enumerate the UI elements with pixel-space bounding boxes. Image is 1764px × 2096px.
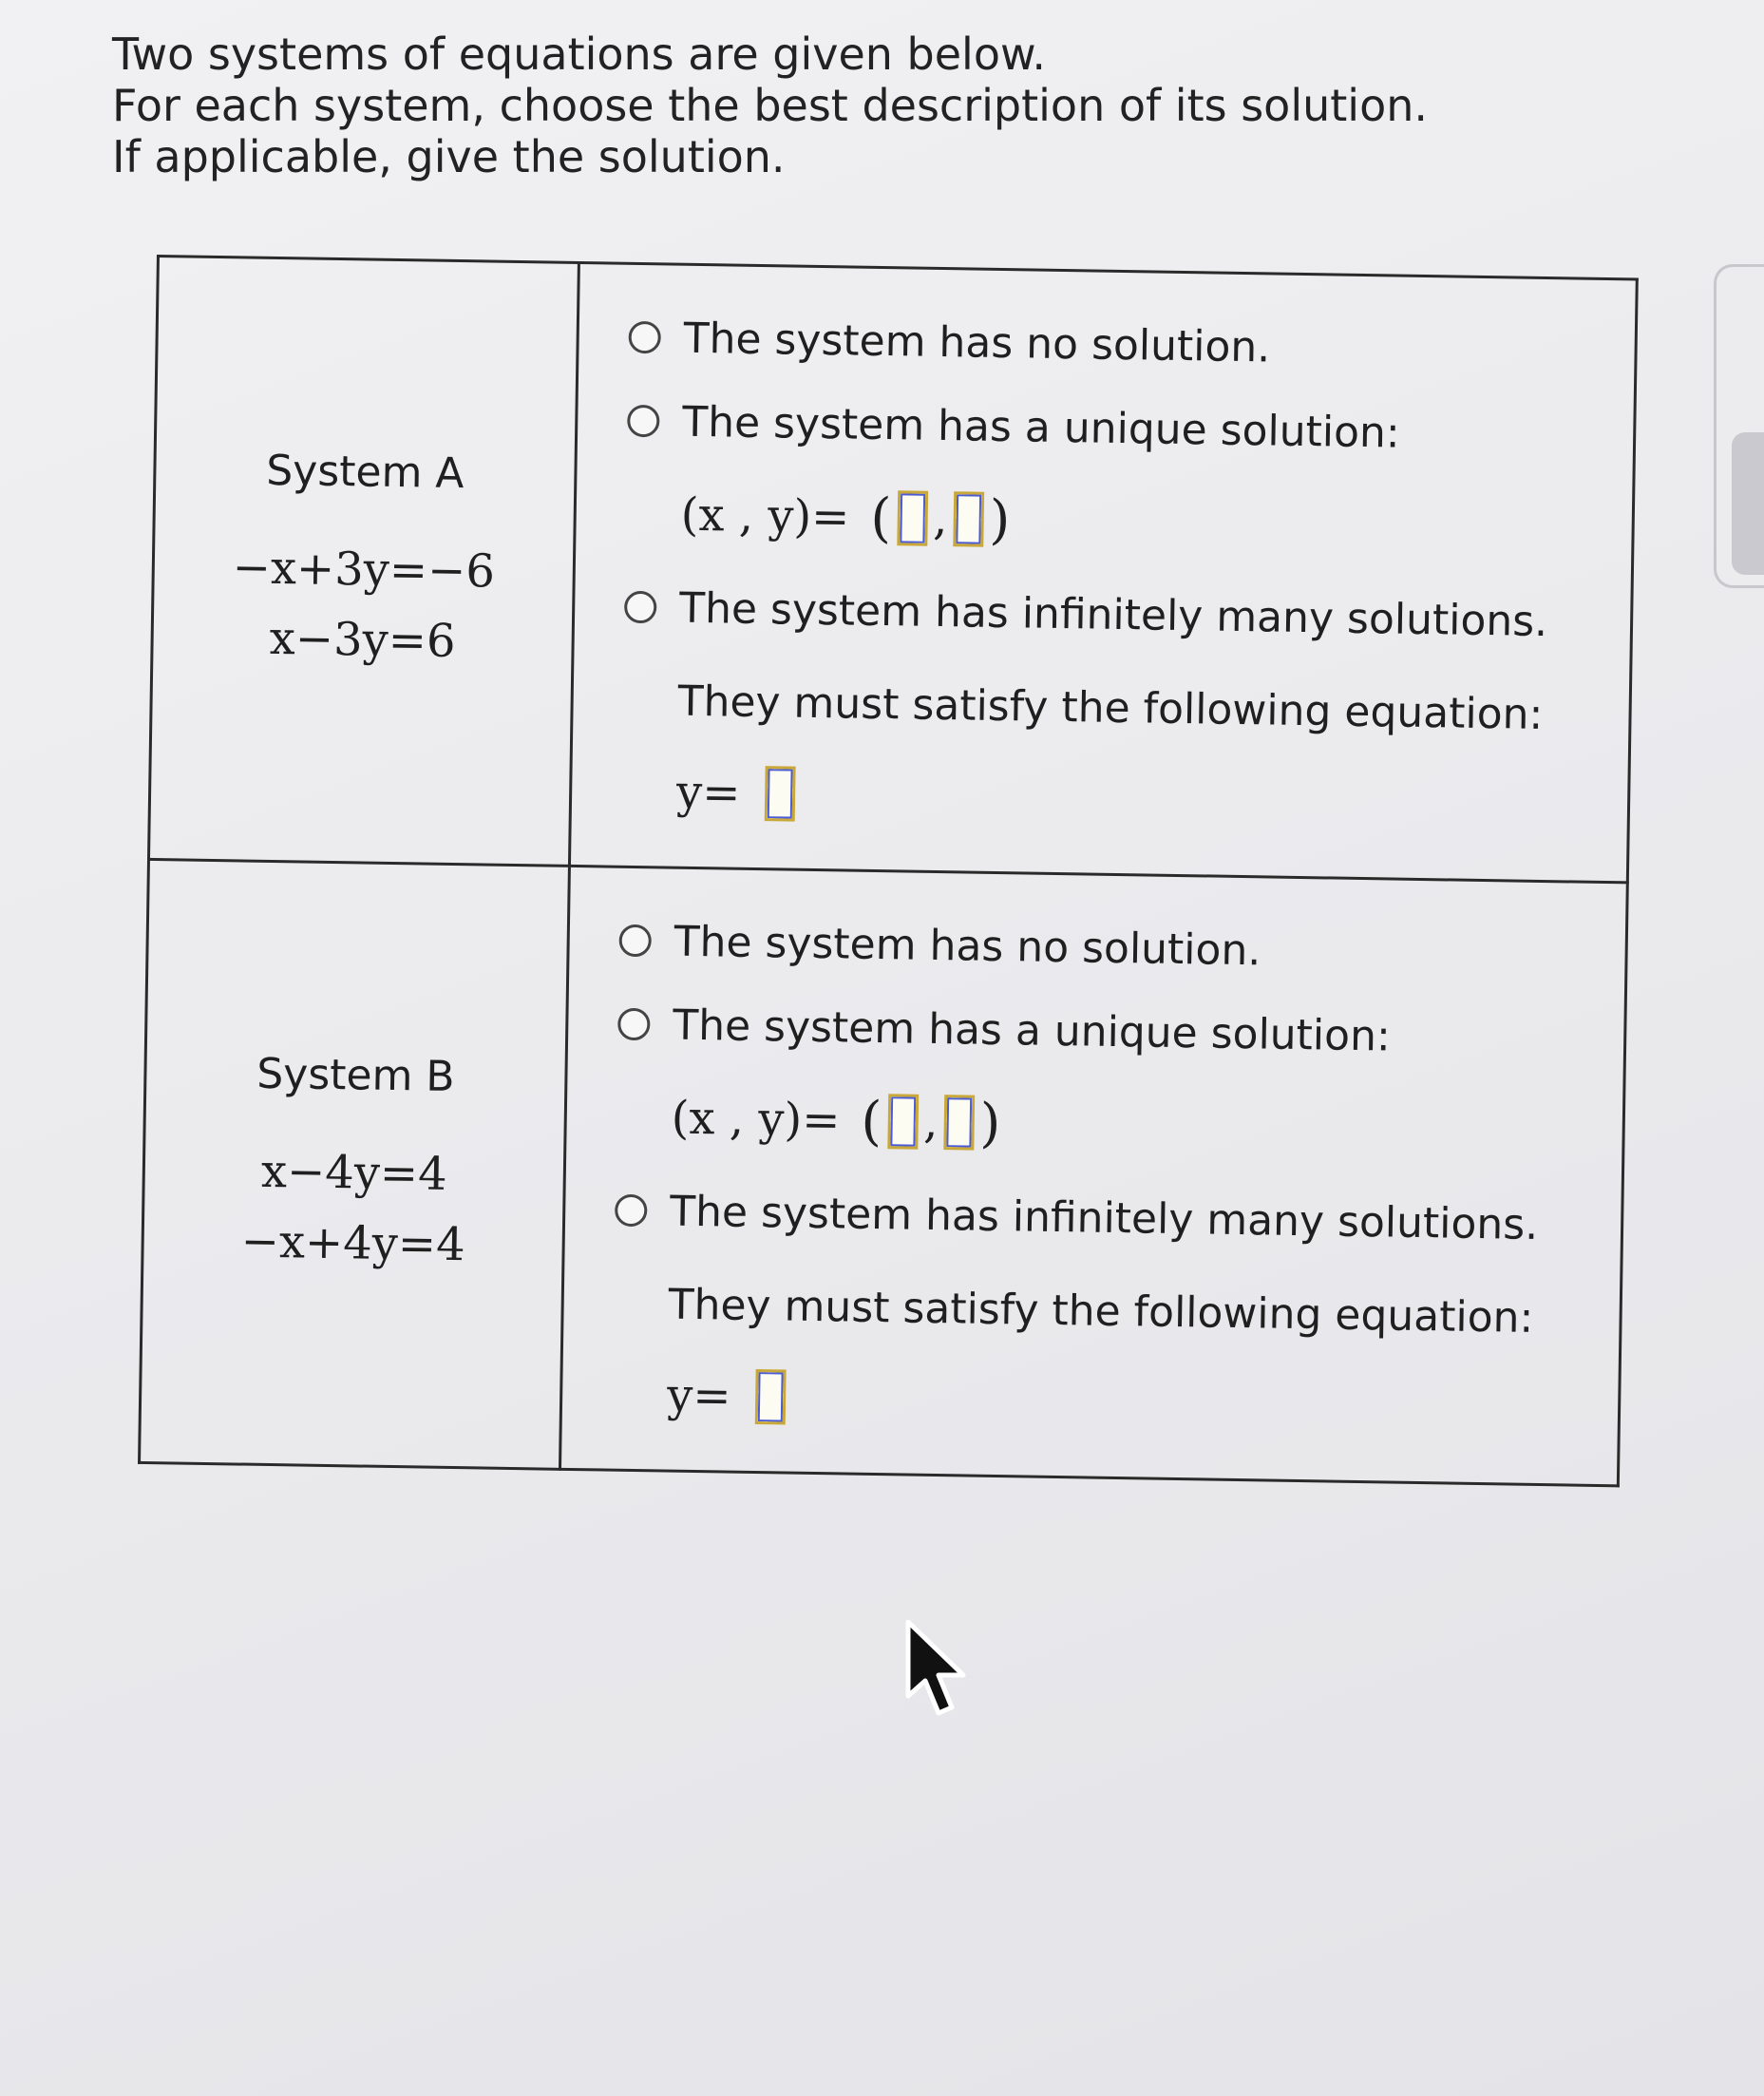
radio-button-icon[interactable] [618, 924, 652, 958]
system-b-equation-1: x−4y=4 [260, 1144, 448, 1201]
radio-button-icon[interactable] [628, 321, 661, 354]
option-label: The system has a unique solution: [672, 1000, 1392, 1060]
instruction-line-2: For each system, choose the best description of its solution. [112, 80, 1428, 131]
system-b-cell [140, 859, 570, 1469]
system-b-option-infinite[interactable] [615, 1174, 1593, 1262]
close-paren: ) [979, 1092, 1001, 1154]
unique-prefix: (x , y)= [680, 487, 850, 544]
system-a-option-infinite[interactable] [624, 571, 1603, 658]
open-paren: ( [869, 486, 892, 549]
radio-button-icon[interactable] [624, 591, 657, 624]
system-b-unique-answer [616, 1072, 1594, 1178]
option-label: The system has no solution. [683, 314, 1271, 372]
system-a-eq2-right: 6 [426, 614, 456, 668]
infinite-prefix: y= [666, 1368, 731, 1423]
system-a-equation-2: x−3y=6 [269, 611, 456, 668]
infinite-prefix: y= [675, 765, 741, 820]
radio-button-icon[interactable] [617, 1008, 651, 1041]
option-label: The system has infinitely many solutions. [669, 1187, 1539, 1249]
system-b-y-input[interactable] [943, 1095, 975, 1150]
system-b-eq2-right: 4 [435, 1217, 466, 1271]
system-a-row [149, 257, 1638, 883]
systems-table [138, 255, 1639, 1487]
system-a-option-unique[interactable] [627, 385, 1605, 472]
comma: , [922, 1095, 939, 1150]
system-a-infinite-answer [620, 746, 1599, 852]
instruction-line-3: If applicable, give the solution. [112, 131, 786, 182]
system-b-option-unique[interactable] [617, 988, 1596, 1076]
system-a-equation-input[interactable] [765, 766, 796, 821]
side-panel-handle[interactable] [1732, 432, 1764, 575]
system-a-equation-1: −x+3y=−6 [232, 540, 496, 599]
system-b-eq1-left: x−4y [260, 1144, 381, 1200]
system-b-options [560, 866, 1627, 1485]
system-b-eq1-right: 4 [417, 1146, 448, 1201]
system-a-eq1-right: −6 [427, 543, 496, 599]
mouse-pointer-icon [904, 1620, 971, 1724]
system-b-x-input[interactable] [887, 1094, 919, 1149]
system-a-eq2-left: x−3y [269, 611, 389, 667]
system-a-x-input[interactable] [897, 490, 928, 545]
system-a-option-no-solution[interactable] [628, 301, 1606, 389]
system-a-eq1-left: −x+3y [232, 540, 390, 597]
option-label: The system has a unique solution: [681, 397, 1401, 458]
radio-button-icon[interactable] [615, 1194, 648, 1228]
radio-button-icon[interactable] [627, 405, 660, 438]
system-b-equation-input[interactable] [755, 1369, 787, 1424]
system-a-options [569, 262, 1637, 882]
system-b-row [140, 859, 1628, 1485]
system-b-equation-2: −x+4y=4 [240, 1214, 466, 1271]
system-a-y-input[interactable] [953, 491, 984, 546]
system-a-cell [149, 257, 579, 867]
system-a-unique-answer [625, 468, 1603, 575]
system-b-infinite-answer [611, 1349, 1589, 1456]
system-a-name: System A [265, 446, 465, 498]
unique-prefix: (x , y)= [671, 1091, 841, 1148]
close-paren: ) [988, 488, 1011, 551]
instruction-line-1: Two systems of equations are given below. [112, 29, 1047, 80]
system-b-eq2-left: −x+4y [240, 1214, 399, 1270]
option-label: The system has no solution. [673, 917, 1261, 975]
instructions [112, 29, 1428, 182]
option-label: The system has infinitely many solutions. [678, 583, 1548, 646]
system-b-option-no-solution[interactable] [618, 905, 1597, 992]
system-b-infinite-instruction: They must satisfy the following equation: [668, 1280, 1534, 1343]
system-b-name: System B [256, 1049, 455, 1101]
comma: , [932, 491, 948, 546]
open-paren: ( [860, 1090, 882, 1153]
system-a-infinite-instruction: They must satisfy the following equation: [677, 676, 1544, 739]
